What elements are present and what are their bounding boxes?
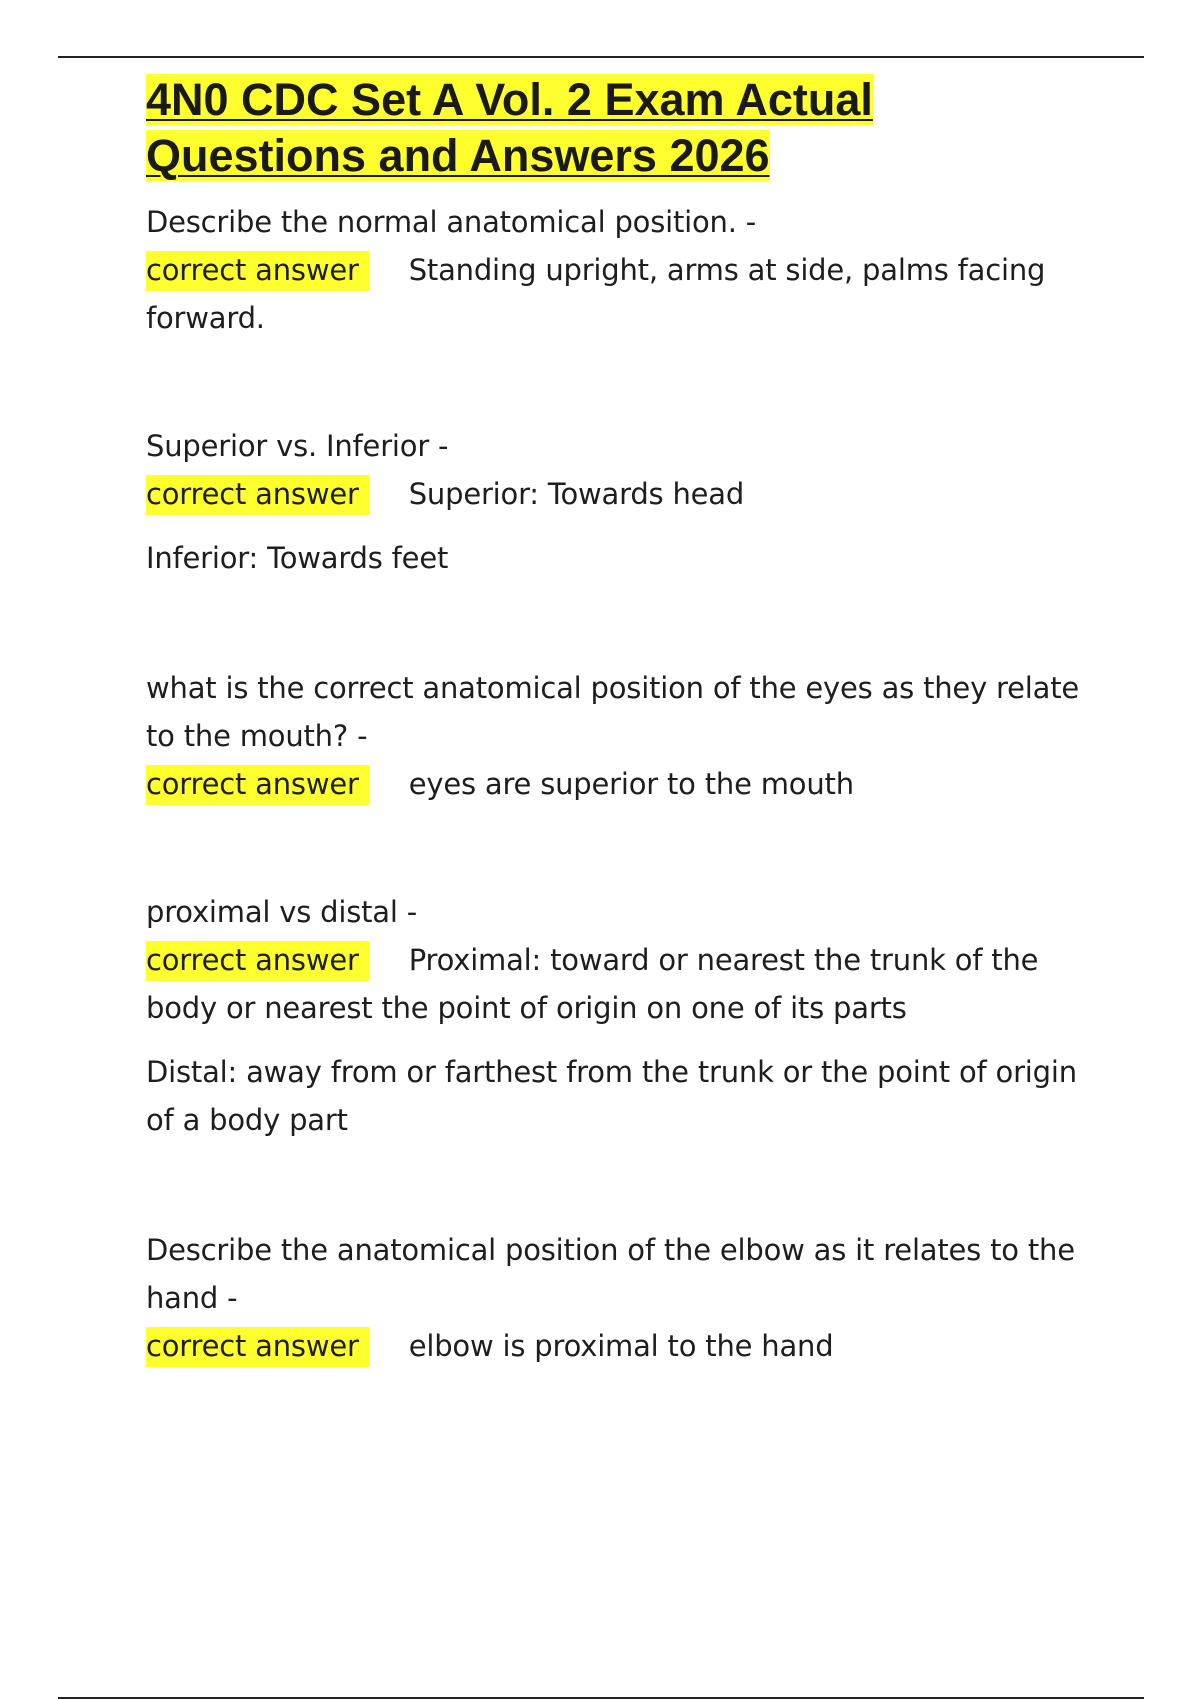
question-text: what is the correct anatomical position of the eyes as they relate to the mouth? - — [146, 671, 1080, 753]
answer-label: correct answer — [146, 1327, 369, 1367]
answer-text: Standing upright, arms at side, palms facing forward. — [146, 253, 1046, 335]
question-text: Describe the anatomical position of the elbow as it relates to the hand - — [146, 1233, 1075, 1315]
answer-text: Superior: Towards head — [408, 477, 745, 511]
answer-label: correct answer — [146, 251, 369, 291]
header-rule — [58, 56, 1144, 58]
answer-text: Proximal: toward or nearest the trunk of the body or nearest the point of origin on one of its parts — [146, 943, 1039, 1025]
answer-label: correct answer — [146, 941, 369, 981]
qa-item — [146, 198, 1096, 342]
answer-continuation: Distal: away from or farthest from the trunk or the point of origin of a body part — [146, 1055, 1077, 1137]
answer-line — [146, 246, 1096, 342]
qa-item — [146, 1226, 1096, 1370]
answer-text: eyes are superior to the mouth — [408, 767, 854, 801]
document-title — [146, 72, 986, 184]
question-text: proximal vs distal - — [146, 895, 418, 929]
answer-continuation: Inferior: Towards feet — [146, 541, 449, 575]
answer-label: correct answer — [146, 765, 369, 805]
answer-text: elbow is proximal to the hand — [408, 1329, 834, 1363]
answer-line — [146, 936, 1096, 1032]
qa-item — [146, 888, 1096, 1144]
answer-label: correct answer — [146, 475, 369, 515]
answer-line — [146, 470, 1096, 518]
qa-item — [146, 422, 1096, 582]
answer-line — [146, 760, 1096, 808]
question-text: Superior vs. Inferior - — [146, 429, 449, 463]
title-line-2: Questions and Answers 2026 — [146, 130, 770, 181]
question-text: Describe the normal anatomical position. - — [146, 205, 757, 239]
qa-item — [146, 664, 1096, 808]
footer-rule — [58, 1697, 1144, 1699]
title-line-1: 4N0 CDC Set A Vol. 2 Exam Actual — [146, 74, 873, 125]
answer-line — [146, 1322, 1096, 1370]
